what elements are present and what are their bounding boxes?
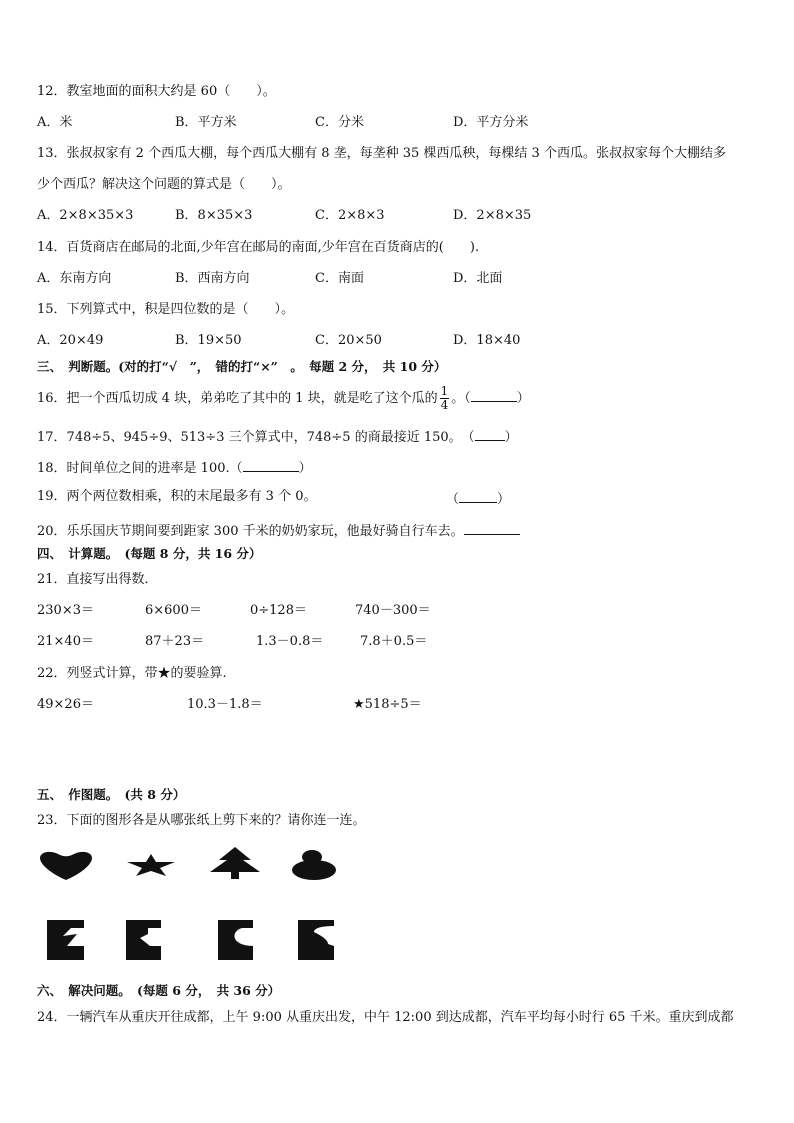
question-22: 22．列竖式计算，带★的要验算.: [37, 666, 227, 681]
question-15-stem: 15．下列算式中，积是四位数的是（ ）。: [37, 302, 295, 317]
question-16-text: 16．把一个西瓜切成 4 块，弟弟吃了其中的 1 块，就是吃了这个瓜的: [37, 391, 438, 406]
q13-option-d: D．2×8×35: [453, 208, 532, 223]
question-17-text: 17．748÷5、945÷9、513÷3 三个算式中，748÷5 的商最接近 150。 （: [37, 430, 475, 445]
answer-blank-18[interactable]: [243, 457, 299, 472]
question-18-text: 18．时间单位之间的进率是 100.（: [37, 461, 243, 476]
q12-option-c: C．分米: [315, 115, 364, 130]
question-19-open: （: [446, 492, 460, 507]
q14-option-a: A．东南方向: [37, 271, 112, 286]
calc-item: 0÷128＝: [250, 603, 307, 618]
question-19-text: 19．两个两位数相乘，积的末尾最多有 3 个 0。: [37, 489, 317, 504]
q12-option-b: B．平方米: [175, 115, 237, 130]
q15-option-b: B．19×50: [175, 333, 242, 348]
cutout-paper-4-icon[interactable]: [298, 920, 335, 960]
q14-option-d: D．北面: [453, 271, 503, 286]
q13-option-b: B．8×35×3: [175, 208, 253, 223]
vertical-calc-item: ★518÷5＝: [353, 697, 422, 712]
q14-option-b: B．西南方向: [175, 271, 250, 286]
section-5-title: 五、 作图题。 (共 8 分）: [37, 787, 186, 802]
question-17: [37, 426, 518, 447]
section-4-title: 四、 计算题。 (每题 8 分，共 16 分）: [37, 546, 262, 561]
tree-shape-icon[interactable]: [208, 846, 262, 880]
star-shape-icon[interactable]: [126, 853, 176, 877]
fraction-denominator: 4: [440, 398, 449, 412]
question-16: [37, 385, 530, 412]
question-16-tail: 。（: [451, 391, 471, 406]
question-17-close: ）: [504, 430, 518, 445]
answer-blank-16[interactable]: [471, 387, 517, 402]
question-20-text: 20．乐乐国庆节期间要到距家 300 千米的奶奶家玩，他最好骑自行车去。: [37, 524, 464, 539]
question-13-stem-line2: 少个西瓜？解决这个问题的算式是（ ）。: [37, 177, 291, 192]
fraction-numerator: 1: [440, 384, 449, 398]
calc-item: 1.3－0.8＝: [256, 634, 324, 649]
section-6-title: 六、 解决问题。 (每题 6 分， 共 36 分）: [37, 983, 281, 998]
heart-shape-icon[interactable]: [38, 850, 94, 882]
q14-option-c: C．南面: [315, 271, 364, 286]
answer-blank-20[interactable]: [464, 520, 520, 535]
calc-item: 230×3＝: [37, 603, 94, 618]
question-12-stem: 12．教室地面的面积大约是 60（ ）。: [37, 84, 276, 99]
fraction-one-quarter: [440, 385, 450, 412]
question-18: [37, 457, 312, 478]
cutout-paper-3-icon[interactable]: [218, 920, 254, 960]
calc-item: 7.8＋0.5＝: [360, 634, 428, 649]
calc-item: 21×40＝: [37, 634, 94, 649]
question-24: 24．一辆汽车从重庆开往成都，上午 9:00 从重庆出发，中午 12:00 到达成都，汽车平均每小时行 65 千米。重庆到成都: [37, 1010, 734, 1025]
answer-blank-17[interactable]: [475, 426, 505, 441]
q15-option-d: D．18×40: [453, 333, 521, 348]
cutout-paper-1-icon[interactable]: [47, 920, 85, 960]
q13-option-a: A．2×8×35×3: [37, 208, 134, 223]
q15-option-a: A．20×49: [37, 333, 104, 348]
question-16-close: ）: [516, 391, 530, 406]
question-20: [37, 520, 520, 541]
calc-item: 740－300＝: [355, 603, 431, 618]
vertical-calc-item: 49×26＝: [37, 697, 94, 712]
question-19-answer: [446, 488, 510, 509]
gourd-shape-icon[interactable]: [290, 849, 338, 881]
q12-option-a: A．米: [37, 115, 73, 130]
question-18-close: ）: [298, 461, 312, 476]
vertical-calc-item: 10.3－1.8＝: [187, 697, 263, 712]
question-21: 21．直接写出得数．: [37, 572, 158, 587]
question-19-close: ）: [497, 492, 511, 507]
calc-item: 87＋23＝: [145, 634, 205, 649]
question-13-stem-line1: 13．张叔叔家有 2 个西瓜大棚，每个西瓜大棚有 8 垄，每垄种 35 棵西瓜秧，每棵结 3 个西瓜。张叔叔家每个大棚结多: [37, 146, 726, 161]
question-14-stem: 14．百货商店在邮局的北面,少年宫在邮局的南面,少年宫在百货商店的( ).: [37, 240, 480, 255]
question-23: 23．下面的图形各是从哪张纸上剪下来的？请你连一连。: [37, 813, 366, 828]
q12-option-d: D．平方分米: [453, 115, 529, 130]
answer-blank-19[interactable]: [459, 488, 497, 503]
q13-option-c: C．2×8×3: [315, 208, 385, 223]
q15-option-c: C．20×50: [315, 333, 382, 348]
cutout-paper-2-icon[interactable]: [126, 920, 162, 960]
section-3-title: 三、 判断题。(对的打“√ ”， 错的打“×” 。 每题 2 分， 共 10 分）: [37, 359, 447, 374]
calc-item: 6×600＝: [145, 603, 202, 618]
